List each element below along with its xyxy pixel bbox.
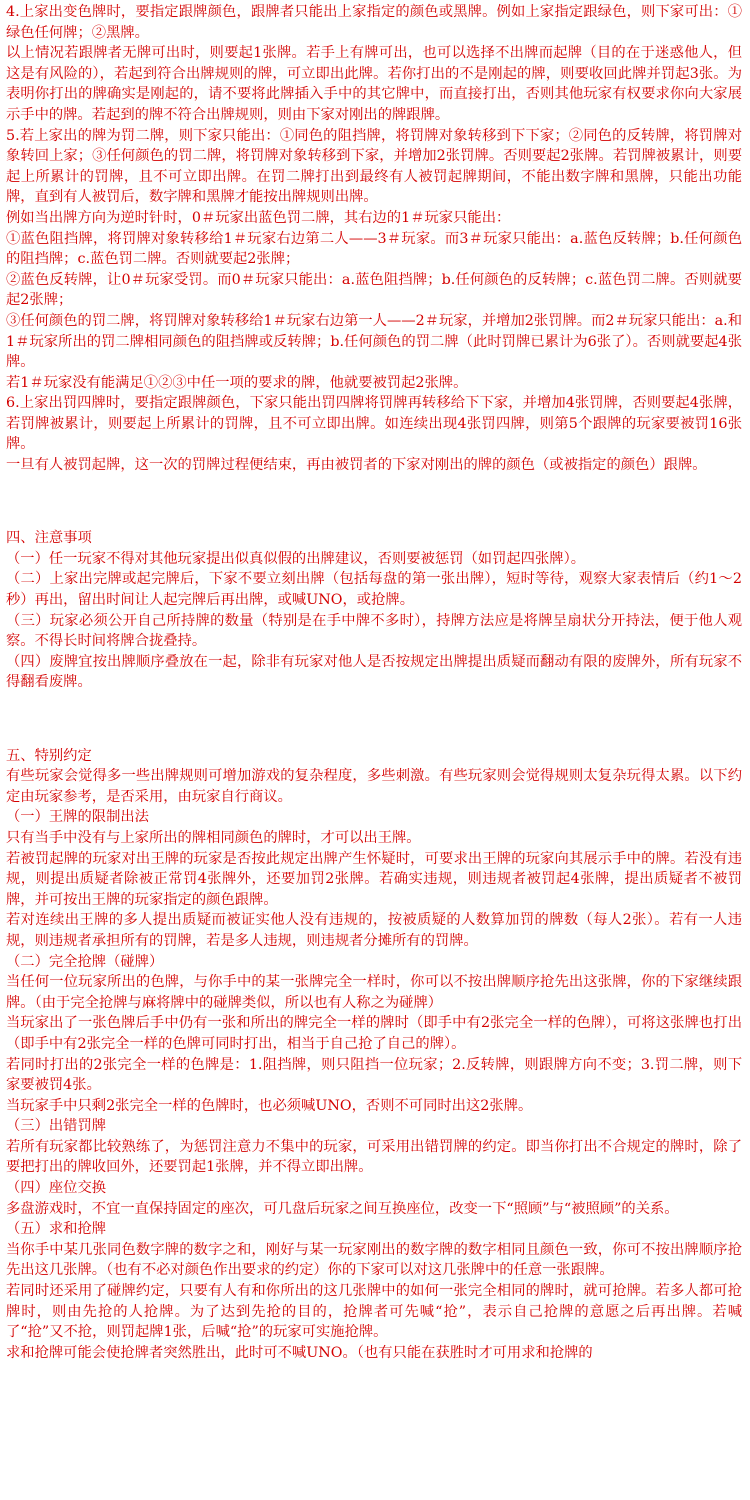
paragraph: 只有当手中没有与上家所出的牌相同颜色的牌时，才可以出王牌。: [6, 829, 421, 846]
paragraph: （四）废牌宜按出牌顺序叠放在一起，除非有玩家对他人是否按规定出牌提出质疑而翻动有限的废牌外，所有玩家不得翻看废牌。: [6, 653, 742, 691]
paragraph: 多盘游戏时，不宜一直保持固定的座次，可几盘后玩家之间互换座位，改变一下“照顾”与“被照顾”的关系。: [6, 1200, 679, 1217]
paragraph: 一旦有人被罚起牌，这一次的罚牌过程便结束，再由被罚者的下家对刚出的牌的颜色（或被指定的颜色）跟牌。: [6, 457, 707, 474]
paragraph: 求和抢牌可能会使抢牌者突然胜出，此时可不喊UNO。（也有只能在获胜时才可用求和抢牌的: [6, 1344, 593, 1361]
paragraph: 若同时打出的2张完全一样的色牌是：1.阻挡牌，则只阻挡一位玩家；2.反转牌，则跟牌方向不变；3.罚二牌，则下家要被罚4张。: [6, 1056, 742, 1094]
paragraph: 当玩家出了一张色牌后手中仍有一张和所出的牌完全一样的牌时（即手中有2张完全一样的色牌），可将这张牌也打出（即手中有2张完全一样的色牌可同时打出，相当于自己抢了自己的牌）。: [6, 1015, 742, 1052]
paragraph: （一）任一玩家不得对其他玩家提出似真似假的出牌建议，否则要被惩罚（如罚起四张牌）。: [6, 550, 586, 567]
paragraph: 四、注意事项: [6, 530, 92, 547]
paragraph: 五、特别约定: [6, 747, 92, 764]
paragraph: ①蓝色阻挡牌，将罚牌对象转移给1＃玩家右边第二人——3＃玩家。而3＃玩家只能出：a.蓝色反转牌；b.任何颜色的阻挡牌；c.蓝色罚二牌。否则就要起2张牌；: [6, 230, 742, 268]
paragraph: 6.上家出罚四牌时，要指定跟牌颜色，下家只能出罚四牌将罚牌再转移给下下家，并增加4张罚牌，否则要起4张牌，若罚牌被累计，则要起上所累计的罚牌，且不可立即出牌。如连续出现4张罚四牌，则第5个跟牌的玩家要被罚16张牌。: [6, 395, 742, 453]
paragraph: 4.上家出变色牌时，要指定跟牌颜色，跟牌者只能出上家指定的颜色或黑牌。例如上家指定跟绿色，则下家可出：①绿色任何牌；②黑牌。: [6, 4, 742, 41]
paragraph: 若被罚起牌的玩家对出王牌的玩家是否按此规定出牌产生怀疑时，可要求出王牌的玩家向其展示手中的牌。若没有违规，则提出质疑者除被正常罚4张牌外，还要加罚2张牌。若确实违规，则违规者被罚起4张牌，提出质疑者不被罚牌，并可按出王牌的玩家指定的颜色跟牌。: [6, 850, 742, 908]
paragraph: 有些玩家会觉得多一些出牌规则可增加游戏的复杂程度，多些刺激。有些玩家则会觉得规则太复杂玩得太累。以下约定由玩家参考，是否采用，由玩家自行商议。: [6, 768, 742, 805]
paragraph-gap: [6, 492, 742, 513]
paragraph: （二）上家出完牌或起完牌后，下家不要立刻出牌（包括每盘的第一张出牌），短时等待，观察大家表情后（约1～2秒）再出，留出时间让人起完牌后再出牌，或喊UNO，或抢牌。: [6, 571, 742, 609]
paragraph: （三）出错罚牌: [6, 1118, 107, 1135]
paragraph: 5.若上家出的牌为罚二牌，则下家只能出：①同色的阻挡牌，将罚牌对象转移到下下家；②同色的反转牌，将罚牌对象转回上家；③任何颜色的罚二牌，将罚牌对象转移到下家，并增加2张罚牌。否则要起2张牌。若罚牌被累计，则要起上所累计的罚牌，且不可立即出牌。在罚二牌打出到最终有人被罚起牌期间，不能出数字牌和黑牌，只能出功能牌，直到有人被罚后，数字牌和黑牌才能按出牌规则出牌。: [6, 127, 742, 206]
paragraph: 若所有玩家都比较熟练了，为惩罚注意力不集中的玩家，可采用出错罚牌的约定。即当你打出不合规定的牌时，除了要把打出的牌收回外，还要罚起1张牌，并不得立即出牌。: [6, 1138, 742, 1176]
paragraph: （一）王牌的限制出法: [6, 809, 149, 826]
paragraph: （三）玩家必须公开自己所持牌的数量（特别是在手中牌不多时），持牌方法应是将牌呈扇状分开持法，便于他人观察。不得长时间将牌合拢叠持。: [6, 612, 742, 650]
paragraph: ②蓝色反转牌，让0＃玩家受罚。而0＃玩家只能出：a.蓝色阻挡牌；b.任何颜色的反转牌；c.蓝色罚二牌。否则就要起2张牌；: [6, 271, 742, 309]
paragraph: ③任何颜色的罚二牌，将罚牌对象转移给1＃玩家右边第一人——2＃玩家，并增加2张罚牌。而2＃玩家只能出：a.和1＃玩家所出的罚二牌相同颜色的阻挡牌或反转牌；b.任何颜色的罚二牌（此时罚牌已累计为6张了）。否则就要起4张牌。: [6, 312, 742, 371]
paragraph: 当玩家手中只剩2张完全一样的色牌时，也必须喊UNO，否则不可同时出这2张牌。: [6, 1097, 533, 1114]
paragraph: 若对连续出王牌的多人提出质疑而被证实他人没有违规的，按被质疑的人数算加罚的牌数（每人2张）。若有一人违规，则违规者承担所有的罚牌，若是多人违规，则违规者分摊所有的罚牌。: [6, 912, 742, 949]
paragraph: 若同时还采用了碰牌约定，只要有人有和你所出的这几张牌中的如何一张完全相同的牌时，就可抢牌。若多人都可抢牌时，则由先抢的人抢牌。为了达到先抢的目的，抢牌者可先喊“抢”，表示自己抢牌的意愿之后再出牌。若喊了“抢”又不抢，则罚起牌1张，后喊“抢”的玩家可实施抢牌。: [6, 1283, 742, 1341]
paragraph-gap: [6, 709, 742, 730]
paragraph: 当任何一位玩家所出的色牌，与你手中的某一张牌完全一样时，你可以不按出牌顺序抢先出这张牌，你的下家继续跟牌。（由于完全抢牌与麻将牌中的碰牌类似，所以也有人称之为碰牌）: [6, 974, 742, 1011]
paragraph: 以上情况若跟牌者无牌可出时，则要起1张牌。若手上有牌可出，也可以选择不出牌而起牌（目的在于迷惑他人，但这是有风险的），若起到符合出牌规则的牌，可立即出此牌。若你打出的不是刚起的牌，则要收回此牌并罚起3张。为表明你打出的牌确实是刚起的，请不要将此牌插入手中的其它牌中，而直接打出，否则其他玩家有权要求你向大家展示手中的牌。若起到的牌不符合出牌规则，则由下家对刚出的牌跟牌。: [6, 45, 742, 123]
paragraph: 当你手中某几张同色数字牌的数字之和，刚好与某一玩家刚出的数字牌的数字相同且颜色一致，你可不按出牌顺序抢先出这几张牌。（也有不必对颜色作出要求的约定）你的下家可以对这几张牌中的任意一张跟牌。: [6, 1241, 742, 1279]
paragraph: （四）座位交换: [6, 1180, 107, 1197]
paragraph: 若1＃玩家没有能满足①②③中任一项的要求的牌，他就要被罚起2张牌。: [6, 374, 468, 391]
paragraph: （五）求和抢牌: [6, 1221, 107, 1238]
paragraph: 例如当出牌方向为逆时针时，0＃玩家出蓝色罚二牌，其右边的1＃玩家只能出：: [6, 209, 511, 226]
paragraph: （二）完全抢牌（碰牌）: [6, 953, 164, 970]
